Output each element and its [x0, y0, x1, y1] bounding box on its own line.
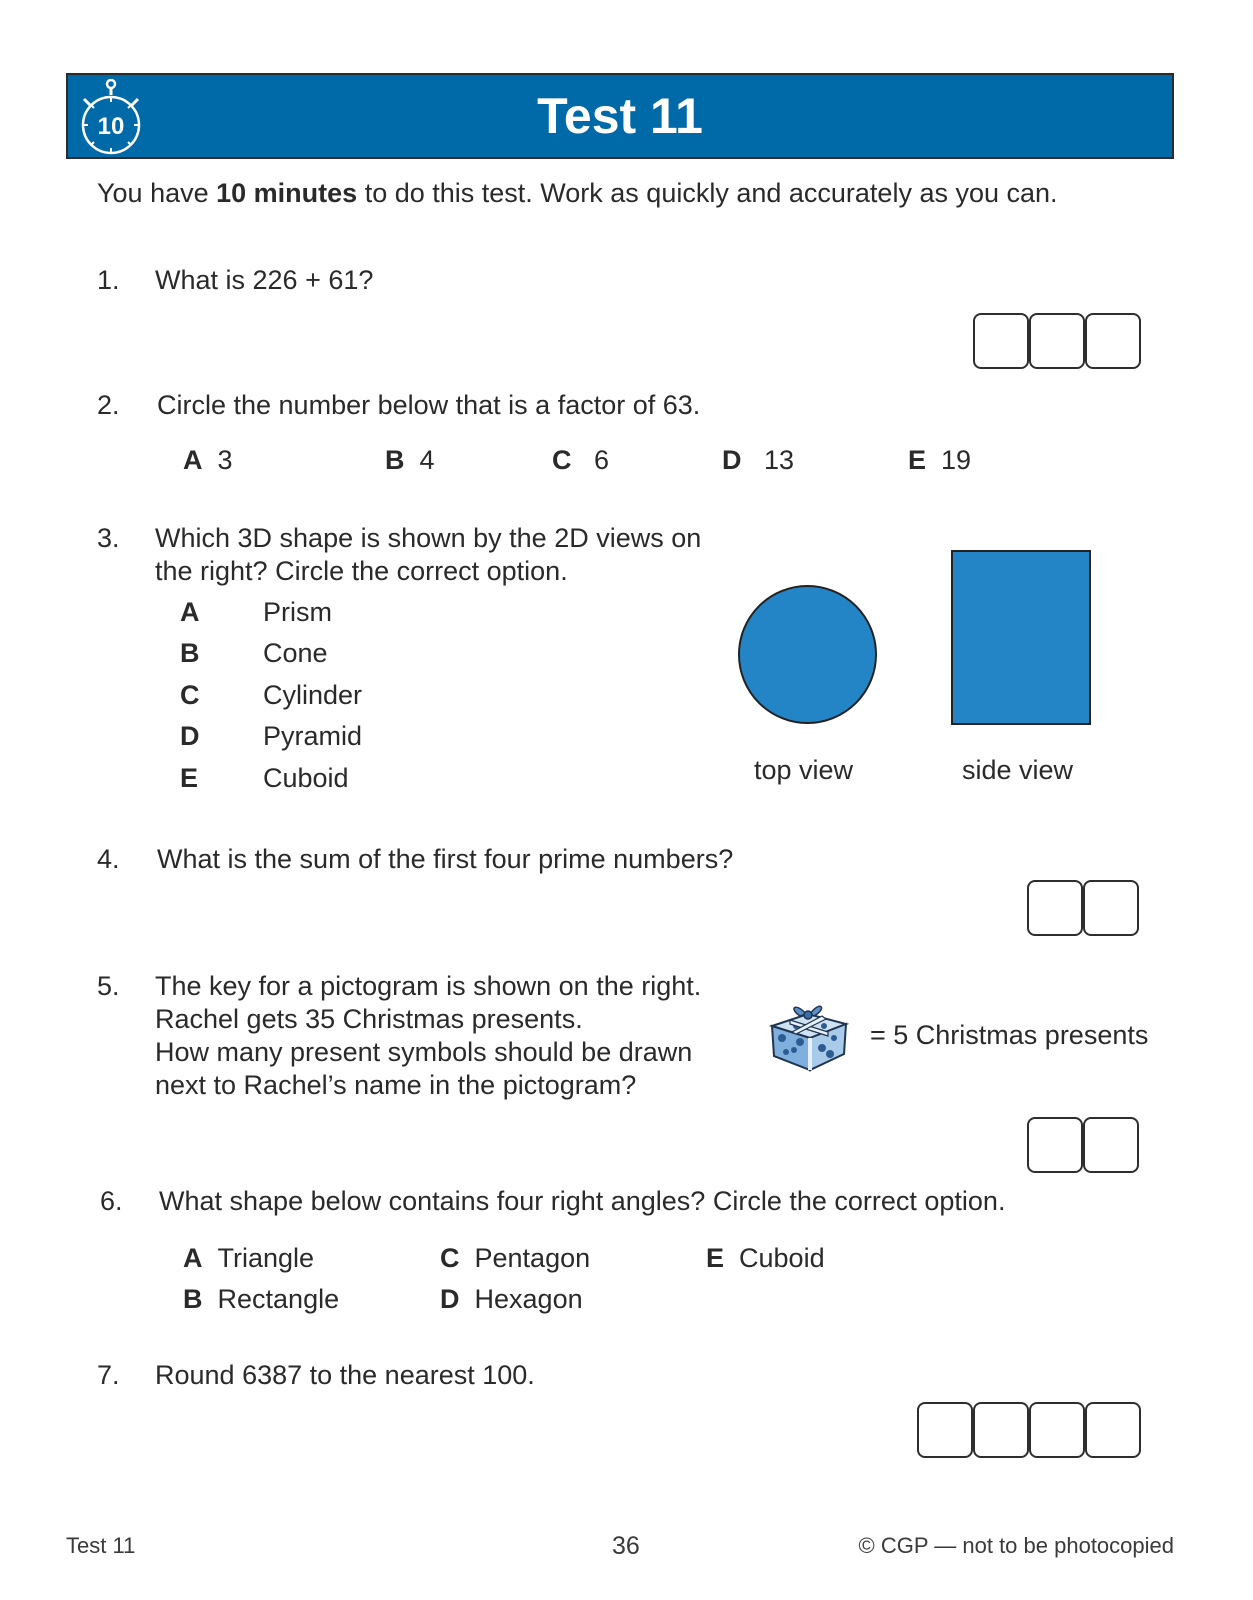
- option-d-label[interactable]: Pyramid: [263, 721, 363, 751]
- question-text: What is the sum of the first four prime numbers?: [157, 844, 734, 874]
- side-view-rectangle: [951, 550, 1091, 725]
- side-view-label: side view: [962, 755, 1074, 785]
- option-b[interactable]: B Rectangle: [183, 1284, 340, 1314]
- answer-box[interactable]: [1083, 880, 1139, 936]
- answer-box[interactable]: [973, 313, 1029, 369]
- answer-box[interactable]: [1027, 880, 1083, 936]
- option-c[interactable]: C Pentagon: [440, 1243, 591, 1273]
- question-text: What is 226 + 61?: [155, 265, 374, 295]
- footer-test-label: Test 11: [66, 1533, 136, 1558]
- pictogram-key-text: = 5 Christmas presents: [870, 1020, 1149, 1050]
- question-number: 6.: [100, 1186, 123, 1216]
- top-view-label: top view: [754, 755, 854, 785]
- option-a-label[interactable]: Prism: [263, 597, 332, 627]
- instructions: You have 10 minutes to do this test. Work as quickly and accurately as you can.: [97, 178, 1058, 208]
- option-d-letter[interactable]: D: [180, 721, 200, 751]
- answer-box[interactable]: [1083, 1117, 1139, 1173]
- option-c-label[interactable]: Cylinder: [263, 680, 363, 710]
- answer-box[interactable]: [917, 1402, 973, 1458]
- option-c[interactable]: C 6: [552, 445, 610, 475]
- option-e-letter[interactable]: E: [180, 763, 199, 793]
- option-d[interactable]: D 13: [722, 445, 795, 475]
- answer-box[interactable]: [1085, 1402, 1141, 1458]
- answer-box[interactable]: [1085, 313, 1141, 369]
- question-number: 3.: [97, 523, 120, 553]
- option-e[interactable]: E Cuboid: [706, 1243, 825, 1273]
- question-text: Circle the number below that is a factor of 63.: [157, 390, 701, 420]
- answer-box[interactable]: [1027, 1117, 1083, 1173]
- answer-box[interactable]: [1029, 1402, 1085, 1458]
- question-text-line: the right? Circle the correct option.: [155, 556, 568, 586]
- question-text: What shape below contains four right angles? Circle the correct option.: [159, 1186, 1006, 1216]
- timer-minutes: 10: [97, 113, 125, 140]
- question-number: 7.: [97, 1360, 120, 1390]
- option-d[interactable]: D Hexagon: [440, 1284, 583, 1314]
- question-number: 4.: [97, 844, 120, 874]
- answer-box[interactable]: [973, 1402, 1029, 1458]
- question-text-line: Rachel gets 35 Christmas presents.: [155, 1004, 583, 1034]
- page-title: Test 11: [537, 88, 703, 144]
- question-text: Round 6387 to the nearest 100.: [155, 1360, 535, 1390]
- option-c-letter[interactable]: C: [180, 680, 200, 710]
- option-e-label[interactable]: Cuboid: [263, 763, 349, 793]
- option-b-letter[interactable]: B: [180, 638, 200, 668]
- question-text-line: Which 3D shape is shown by the 2D views on: [155, 523, 702, 553]
- option-a[interactable]: A Triangle: [183, 1243, 315, 1273]
- question-number: 1.: [97, 265, 120, 295]
- page-number: 36: [612, 1532, 640, 1560]
- footer-copyright: © CGP — not to be photocopied: [858, 1533, 1174, 1558]
- question-text-line: next to Rachel’s name in the pictogram?: [155, 1070, 637, 1100]
- question-number: 5.: [97, 971, 120, 1001]
- top-view-circle: [737, 584, 878, 725]
- question-text-line: How many present symbols should be drawn: [155, 1037, 693, 1067]
- option-b[interactable]: B 4: [385, 445, 435, 475]
- option-a[interactable]: A 3: [183, 445, 233, 475]
- present-icon: [766, 998, 850, 1074]
- option-b-label[interactable]: Cone: [263, 638, 328, 668]
- option-a-letter[interactable]: A: [180, 597, 200, 627]
- question-text-line: The key for a pictogram is shown on the right.: [155, 971, 702, 1001]
- test-header-banner: [66, 73, 1174, 159]
- question-number: 2.: [97, 390, 120, 420]
- option-e[interactable]: E 19: [908, 445, 972, 475]
- answer-box[interactable]: [1029, 313, 1085, 369]
